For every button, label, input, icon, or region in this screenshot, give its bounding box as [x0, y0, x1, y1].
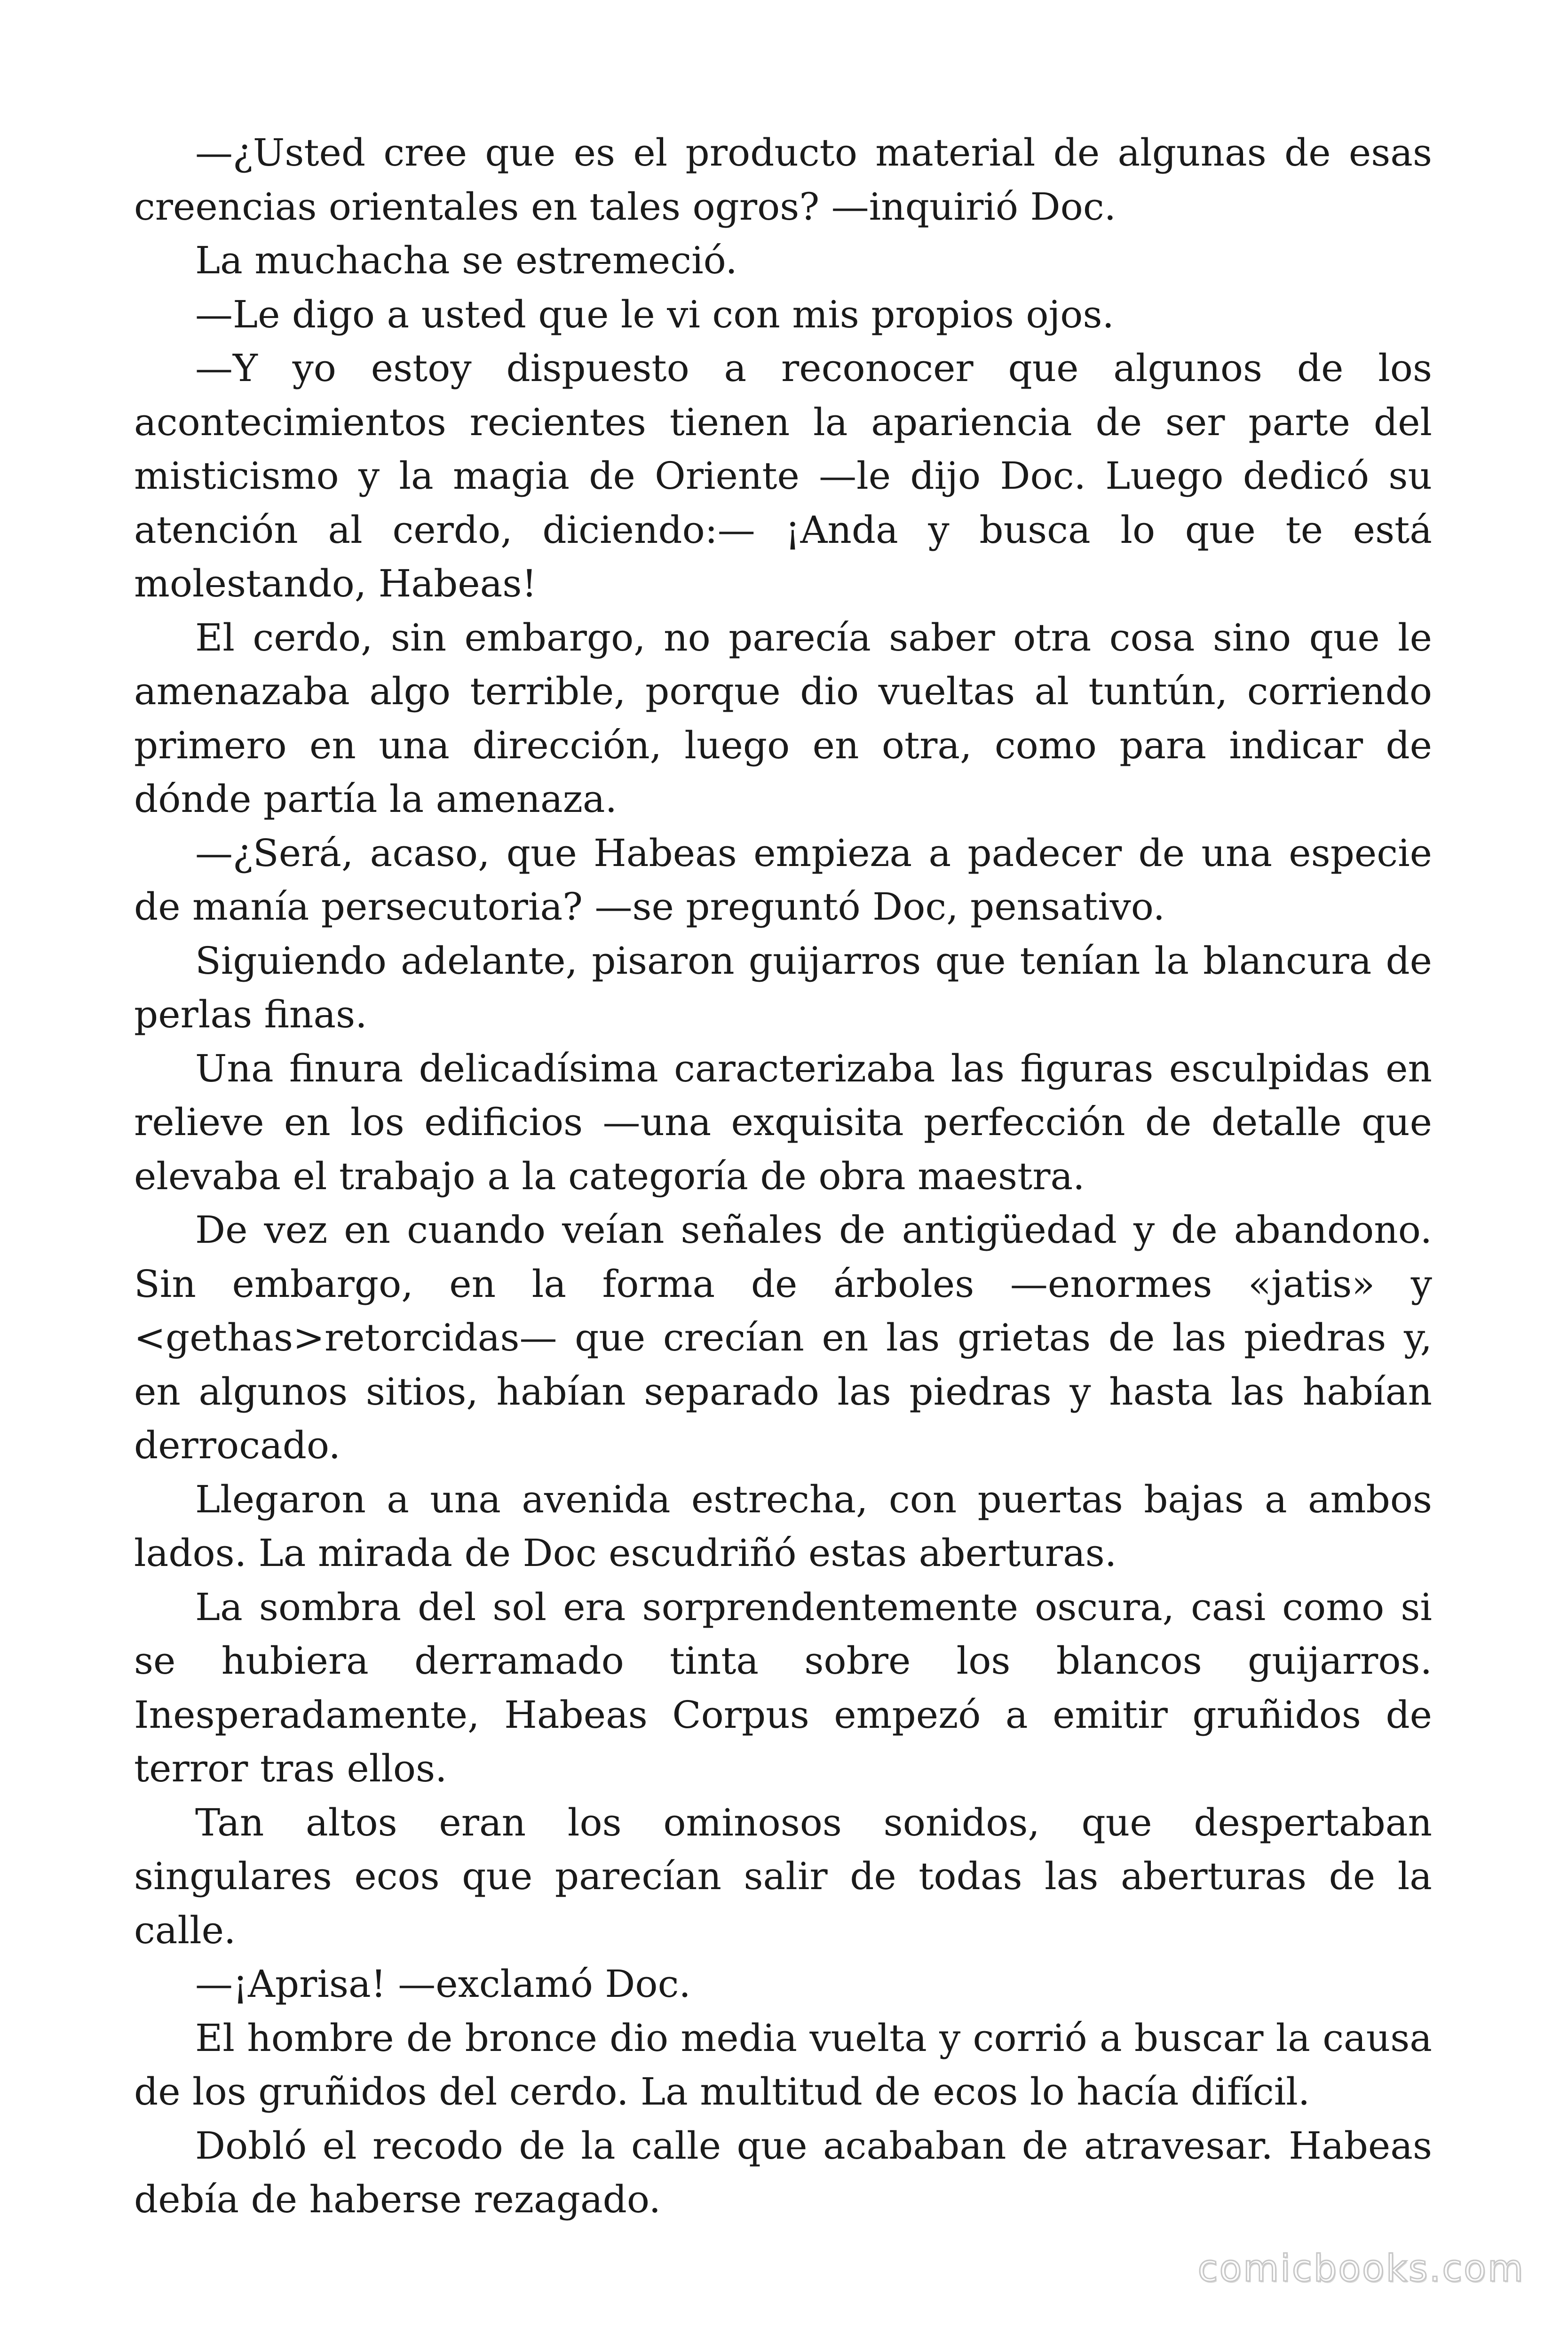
paragraph-4: —Y yo estoy dispuesto a reconocer que algunos de los acontecimientos recientes tienen la apariencia de ser parte del misticismo y la magia de Oriente —le dijo Doc. Luego dedicó su atención al cerdo, diciendo:— ¡Anda y busca lo que te está molestando, Habeas! — [134, 346, 1432, 605]
watermark-logo: comicbooks.com — [1197, 2248, 1525, 2290]
paragraph-15: Dobló el recodo de la calle que acababan de atravesar. Habeas debía de haberse rezagado. — [134, 2123, 1432, 2221]
paragraph-9: De vez en cuando veían señales de antigüedad y de abandono. Sin embargo, en la forma de árboles —enormes «jatis» y <gethas>retorcidas— que crecían en las grietas de las piedras y, en algunos sitios, habían separado las piedras y hasta las habían derrocado. — [134, 1208, 1432, 1467]
paragraph-11: La sombra del sol era sorprendentemente oscura, casi como si se hubiera derramado tinta sobre los blancos guijarros. Inesperadamente, Habeas Corpus empezó a emitir gruñidos de terror tras ellos. — [134, 1585, 1432, 1790]
paragraph-8: Una finura delicadísima caracterizaba las figuras esculpidas en relieve en los edificios —una exquisita perfección de detalle que elevaba el trabajo a la categoría de obra maestra. — [134, 1046, 1432, 1198]
paragraph-1: —¿Usted cree que es el producto material de algunas de esas creencias orientales en tales ogros? —inquirió Doc. — [134, 131, 1432, 229]
paragraph-7: Siguiendo adelante, pisaron guijarros que tenían la blancura de perlas finas. — [134, 938, 1432, 1036]
page-body-text — [134, 126, 1432, 2227]
paragraph-3: —Le digo a usted que le vi con mis propios ojos. — [195, 292, 1114, 336]
paragraph-14: El hombre de bronce dio media vuelta y corrió a buscar la causa de los gruñidos del cerdo. La multitud de ecos lo hacía difícil. — [134, 2016, 1432, 2114]
paragraph-5: El cerdo, sin embargo, no parecía saber otra cosa sino que le amenazaba algo terrible, porque dio vueltas al tuntún, corriendo primero en una dirección, luego en otra, como para indicar de dónde partía la amenaza. — [134, 615, 1432, 821]
paragraph-13: —¡Aprisa! —exclamó Doc. — [195, 1962, 691, 2006]
paragraph-10: Llegaron a una avenida estrecha, con puertas bajas a ambos lados. La mirada de Doc escudriñó estas aberturas. — [134, 1477, 1432, 1575]
paragraph-6: —¿Será, acaso, que Habeas empieza a padecer de una especie de manía persecutoria? —se preguntó Doc, pensativo. — [134, 831, 1432, 929]
paragraph-12: Tan altos eran los ominosos sonidos, que despertaban singulares ecos que parecían salir de todas las aberturas de la calle. — [134, 1800, 1432, 1952]
paragraph-2: La muchacha se estremeció. — [195, 238, 737, 282]
